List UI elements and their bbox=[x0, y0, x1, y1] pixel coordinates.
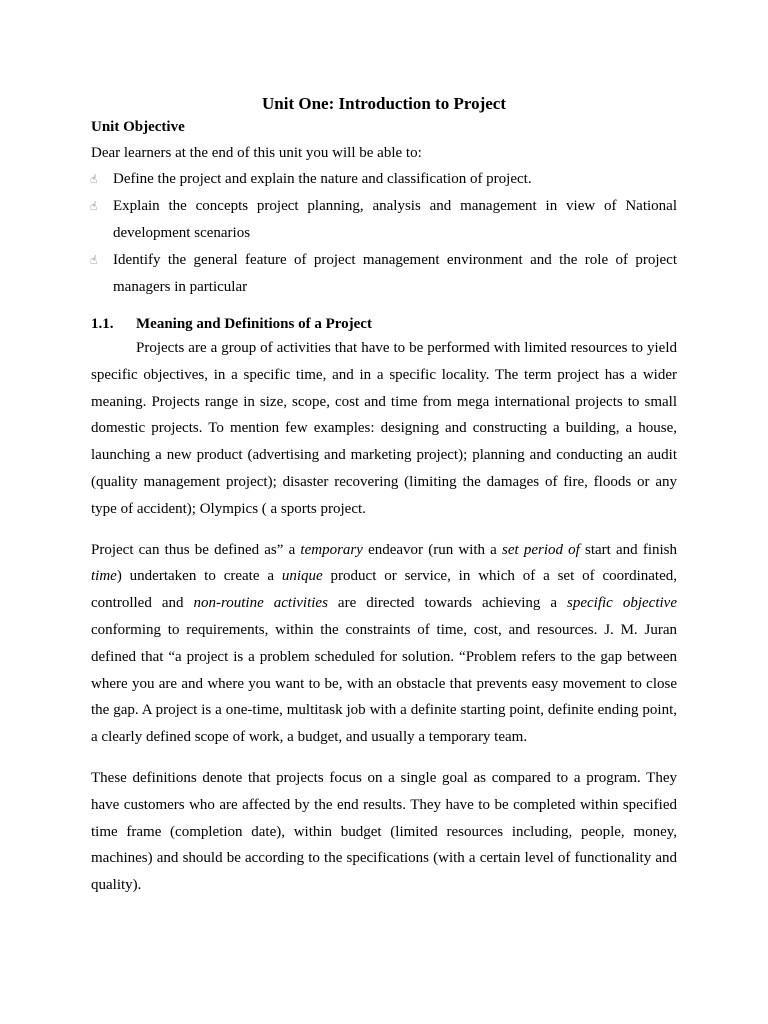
paragraph-definition bbox=[91, 537, 677, 751]
unit-objective-heading: Unit Objective bbox=[91, 119, 185, 135]
italic-term: specific objective bbox=[567, 595, 677, 612]
italic-term: time bbox=[91, 568, 117, 585]
text-run: conforming to requirements, within the constraints of time, cost, and resources. J. M. Juran defined that “a project is a problem scheduled for solution. “Problem refers to the gap between where you are and where you want to be, with an obstacle that prevents easy movement to close the gap. A project is a one-time, multitask job with a definite starting point, definite ending point, a clearly defined scope of work, a budget, and usually a temporary team. bbox=[91, 621, 677, 746]
list-item-text: Explain the concepts project planning, analysis and management in view of National development scenarios bbox=[113, 198, 677, 241]
italic-term: non-routine activities bbox=[193, 595, 328, 612]
pointing-hand-icon: ☝ bbox=[90, 199, 98, 213]
page-title: Unit One: Introduction to Project bbox=[262, 94, 506, 113]
text-run: product or service, in which of a set of coordinated, controlled and bbox=[91, 568, 678, 612]
italic-term: unique bbox=[281, 568, 323, 585]
pointing-hand-icon: ☝ bbox=[90, 172, 98, 186]
intro-text: Dear learners at the end of this unit you will be able to: bbox=[91, 145, 422, 161]
objective-list bbox=[91, 166, 677, 301]
section-title: Meaning and Definitions of a Project bbox=[136, 316, 372, 332]
text-run: are directed towards achieving a bbox=[327, 595, 568, 612]
italic-term: set period of bbox=[502, 541, 580, 558]
paragraph-focus: These definitions denote that projects focus on a single goal as compared to a program. They have customers who are affected by the end results. They have to be completed within specified time frame (completion date), within budget (limited resources including, people, money, machines) and should be according to the specifications (with a certain level of functionality and quality). bbox=[91, 769, 677, 894]
list-item bbox=[91, 166, 677, 193]
paragraph-meaning: Projects are a group of activities that have to be performed with limited resources to yield specific objectives, in a specific time, and in a specific locality. The term project has a wider meaning. Projects range in size, scope, cost and time from mega international projects to small domestic projects. To mention few examples: designing and constructing a building, a house, launching a new product (advertising and marketing project); planning and conducting an audit (quality management project); disaster recovering (limiting the damages of fire, floods or any type of accident); Olympics ( a sports project. bbox=[91, 340, 677, 517]
list-item-text: Define the project and explain the nature and classification of project. bbox=[113, 171, 532, 187]
text-run: endeavor (run with a bbox=[362, 541, 503, 558]
list-item-text: Identify the general feature of project management environment and the role of project managers in particular bbox=[113, 252, 677, 295]
list-item bbox=[91, 247, 677, 301]
section-number: 1.1. bbox=[91, 316, 114, 332]
pointing-hand-icon: ☝ bbox=[90, 253, 98, 267]
section-heading bbox=[91, 313, 677, 335]
italic-term: temporary bbox=[300, 541, 363, 558]
text-run: Project can thus be defined as” a bbox=[91, 541, 301, 558]
text-run: start and finish bbox=[579, 541, 677, 558]
text-run: ) undertaken to create a bbox=[116, 568, 282, 585]
document-content bbox=[91, 92, 677, 899]
list-item bbox=[91, 193, 677, 247]
